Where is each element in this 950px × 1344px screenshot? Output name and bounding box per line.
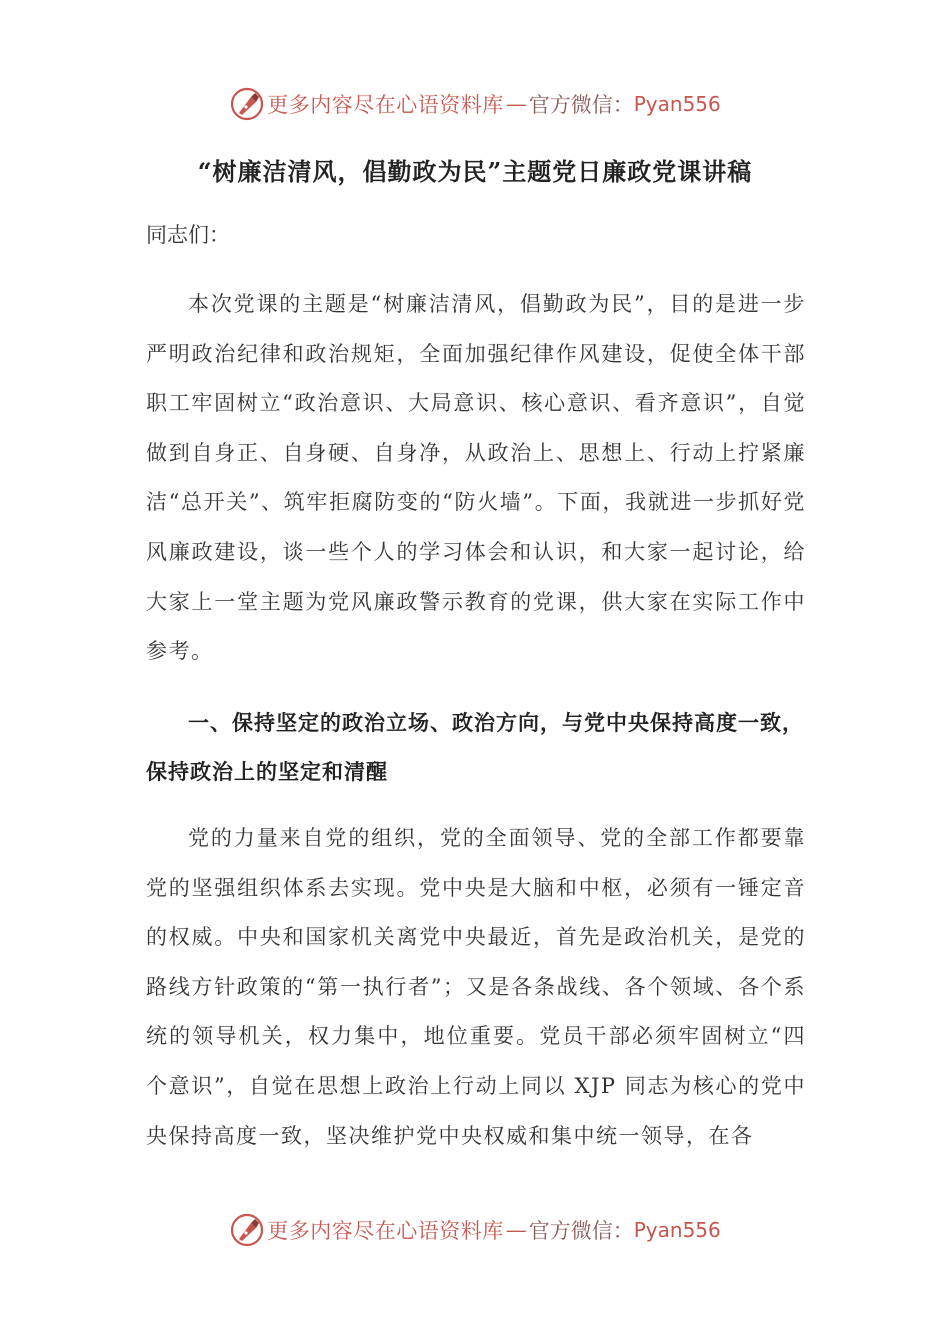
- watermark-wechat-label: 官方微信：: [528, 93, 634, 117]
- document-body: [146, 220, 806, 1161]
- section-paragraph: 党的力量来自党的组织，党的全面领导、党的全部工作都要靠党的坚强组织体系去实现。党中央是大脑和中枢，必须有一锤定音的权威。中央和国家机关离党中央最近，首先是政治机关，是党的路线方针政策的“第一执行者”；又是各条战线、各个领域、各个系统的领导机关，权力集中，地位重要。党员干部必须牢固树立“四个意识”，自觉在思想上政治上行动上同以 XJP 同志为核心的党中央保持高度一致，坚决维护党中央权威和集中统一领导，在各: [146, 825, 806, 1148]
- pen-nib-icon: [229, 1212, 265, 1248]
- watermark-footer: [0, 1210, 950, 1250]
- salutation: 同志们：: [146, 223, 230, 247]
- watermark-dash: —: [505, 92, 527, 116]
- watermark-wechat-label: 官方微信：: [528, 1219, 634, 1243]
- watermark-header: [0, 84, 950, 124]
- document-title: “树廉洁清风，倡勤政为民”主题党日廉政党课讲稿: [197, 157, 753, 186]
- watermark-wechat-id: Pyan556: [633, 1218, 721, 1242]
- watermark-dash: —: [505, 1218, 527, 1242]
- watermark-text: 更多内容尽在心语资料库: [267, 93, 504, 117]
- pen-nib-icon: [229, 86, 265, 122]
- watermark-wechat-id: Pyan556: [633, 92, 721, 116]
- watermark-text: 更多内容尽在心语资料库: [267, 1219, 504, 1243]
- intro-paragraph: 本次党课的主题是“树廉洁清风，倡勤政为民”，目的是进一步严明政治纪律和政治规矩，全面加强纪律作风建设，促使全体干部职工牢固树立“政治意识、大局意识、核心意识、看齐意识”，自觉做到自身正、自身硬、自身净，从政治上、思想上、行动上拧紧廉洁“总开关”、筑牢拒腐防变的“防火墙”。下面，我就进一步抓好党风廉政建设，谈一些个人的学习体会和认识，和大家一起讨论，给大家上一堂主题为党风廉政警示教育的党课，供大家在实际工作中参考。: [146, 292, 806, 664]
- section-heading: 一、保持坚定的政治立场、政治方向，与党中央保持高度一致，保持政治上的坚定和清醒: [146, 709, 804, 785]
